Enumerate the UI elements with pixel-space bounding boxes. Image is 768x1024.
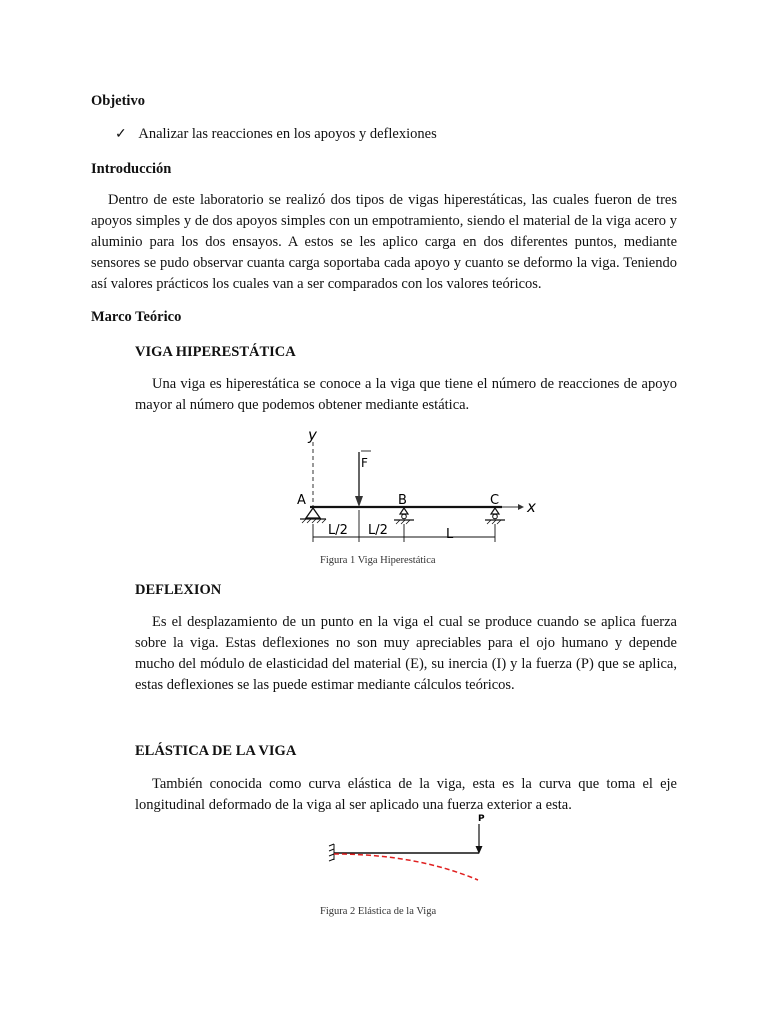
x-axis-arrow-icon: [518, 504, 524, 510]
fixed-support-icon: [329, 844, 334, 861]
support-b-label: B: [398, 493, 407, 508]
force-arrowhead-icon: [355, 496, 363, 507]
elastica-heading: ELÁSTICA DE LA VIGA: [135, 743, 297, 759]
figure1-beam-diagram: [290, 424, 540, 549]
elastica-paragraph: También conocida como curva elástica de la viga, esta es la curva que toma el eje longitudinal deformado de la viga al ser aplicado una fuerza exterior a esta.: [135, 776, 677, 813]
marco-teorico-heading: Marco Teórico: [91, 309, 182, 325]
deflexion-heading: DEFLEXION: [135, 582, 222, 598]
y-axis-label: y: [308, 426, 317, 444]
deflexion-paragraph: Es el desplazamiento de un punto en la viga el cual se produce cuando se aplica fuerza sobre la viga. Estas deflexiones no son muy apreciables para el ojo humano y depende mucho del módulo de elasticidad del material (E), su inercia (I) y la fuerza (P) que se aplica, estas deflexiones se las puede estimar mediante cálculos teóricos.: [135, 614, 677, 693]
force-label: F: [361, 456, 368, 470]
viga-hiperestatica-heading: VIGA HIPERESTÁTICA: [135, 344, 296, 360]
objetivo-heading: Objetivo: [91, 93, 145, 109]
introduccion-paragraph: Dentro de este laboratorio se realizó dos tipos de vigas hiperestáticas, las cuales fueron de tres apoyos simples y de dos apoyos simples con un empotramiento, siendo el material de la viga acero y aluminio para los dos ensayos. A estos se les aplico carga en dos diferentes puntos, mediante sensores se pudo observar cuanta carga soportaba cada apoyo y cuanto se deformo la viga. Teniendo así valores prácticos los cuales van a ser comparados con los valores teóricos.: [91, 192, 677, 292]
support-c-label: C: [490, 493, 500, 508]
dimension-label-3: L: [446, 527, 454, 542]
checkmark-icon: ✓: [115, 127, 127, 142]
introduccion-heading: Introducción: [91, 161, 172, 177]
objetivo-item: [115, 126, 437, 143]
figure2-caption: Figura 2 Elástica de la Viga: [320, 906, 437, 917]
support-b-roller-icon: [394, 508, 414, 524]
objetivo-item-text: Analizar las reacciones en los apoyos y deflexiones: [138, 126, 437, 142]
figure2-elastic-curve-diagram: [320, 808, 495, 886]
figure1-caption: Figura 1 Viga Hiperestática: [320, 555, 436, 566]
x-axis-label: x: [527, 498, 536, 516]
support-a-pin-icon: [300, 508, 326, 523]
elastic-curve: [334, 854, 478, 880]
support-c-roller-icon: [485, 508, 505, 524]
load-label: P: [478, 814, 485, 824]
dimension-label-2: L/2: [368, 523, 388, 538]
viga-hiperestatica-paragraph: Una viga es hiperestática se conoce a la viga que tiene el número de reacciones de apoyo mayor al número que podemos obtener mediante estática.: [135, 376, 677, 413]
dimension-label-1: L/2: [328, 523, 348, 538]
support-a-label: A: [297, 493, 306, 508]
